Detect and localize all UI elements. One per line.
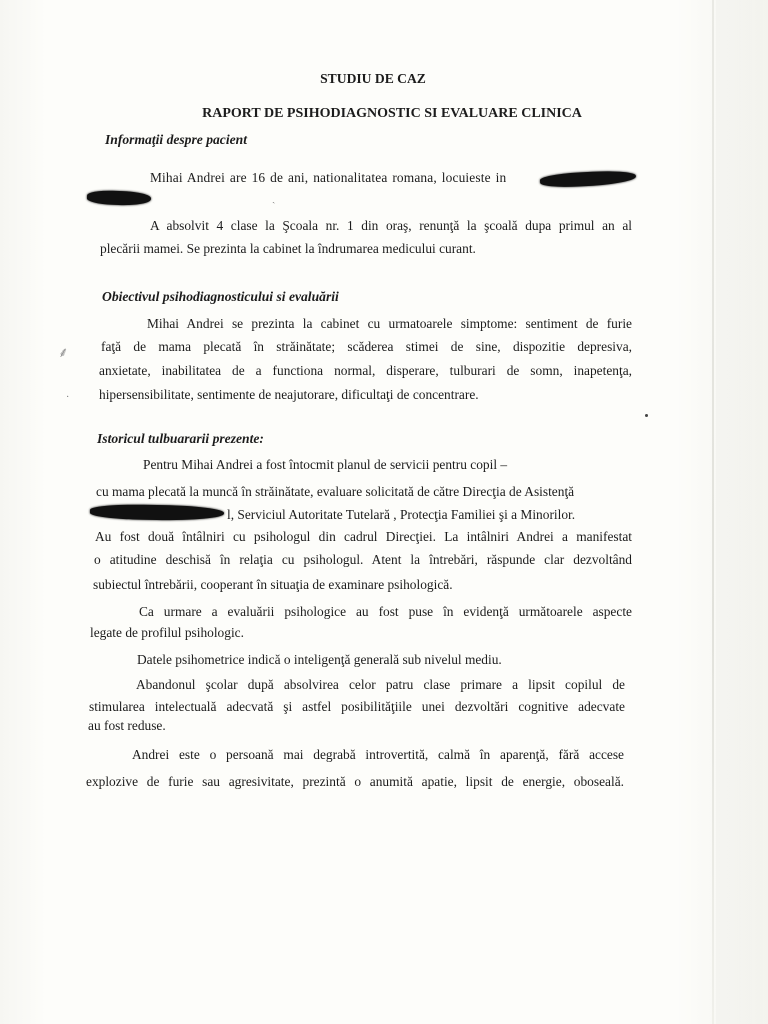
- paragraph-line: Mihai Andrei are 16 de ani, nationalitatea romana, locuieste in: [150, 170, 507, 185]
- section-heading-patient-info: Informaţii despre pacient: [105, 132, 247, 147]
- paragraph-line: Abandonul şcolar după absolvirea celor patru clase primare a lipsit copilul de: [136, 677, 625, 692]
- section-heading-objective: Obiectivul psihodiagnosticului si evaluării: [102, 289, 339, 304]
- paragraph-line: cu mama plecată la muncă în străinătate, evaluare solicitată de către Direcţia de Asistenţă: [96, 484, 575, 499]
- paragraph-line: explozive de furie sau agresivitate, prezintă o anumită apatie, lipsit de energie, oboseală.: [86, 774, 624, 789]
- paragraph-line: l, Serviciul Autoritate Tutelară , Protecţia Familiei şi a Minorilor.: [227, 507, 576, 522]
- paragraph-line: legate de profilul psihologic.: [90, 625, 244, 640]
- paragraph-line: Datele psihometrice indică o inteligenţă generală sub nivelul mediu.: [137, 652, 502, 667]
- paragraph-line: Au fost două întâlniri cu psihologul din cadrul Direcţiei. La intâlniri Andrei a manifestat: [95, 529, 632, 544]
- scan-speck: ·: [66, 392, 70, 403]
- paragraph-line: A absolvit 4 clase la Şcoala nr. 1 din oraş, renunţă la şcoală dupa primul an al: [150, 218, 632, 233]
- paragraph-line: Pentru Mihai Andrei a fost întocmit planul de servicii pentru copil –: [143, 457, 508, 472]
- paragraph-line: subiectul întrebării, cooperant în situaţia de examinare psihologică.: [93, 577, 453, 592]
- paragraph-line: Andrei este o persoană mai degrabă introvertită, calmă în aparenţă, fără accese: [132, 747, 624, 762]
- page-edge-shadow: [716, 0, 768, 1024]
- paragraph-line: plecării mamei. Se prezinta la cabinet la îndrumarea medicului curant.: [100, 241, 476, 256]
- paragraph-line: Mihai Andrei se prezinta la cabinet cu urmatoarele simptome: sentiment de furie: [147, 316, 632, 331]
- paragraph-line: Ca urmare a evaluării psihologice au fost puse în evidenţă următoarele aspecte: [139, 604, 632, 619]
- scan-speck: ⸙: [58, 346, 69, 361]
- scan-speck: ˎ: [272, 193, 276, 204]
- document-title: STUDIU DE CAZ: [320, 71, 426, 86]
- redaction-mark: [87, 190, 151, 206]
- paragraph-line: anxietate, inabilitatea de a functiona normal, disperare, tulburari de somn, inapetenţa,: [99, 363, 632, 378]
- paragraph-line: au fost reduse.: [88, 718, 166, 733]
- document-subtitle: RAPORT DE PSIHODIAGNOSTIC SI EVALUARE CLINICA: [202, 106, 582, 121]
- section-heading-history: Istoricul tulbuararii prezente:: [97, 431, 264, 446]
- paragraph-line: o atitudine deschisă în relaţia cu psihologul. Atent la întrebări, răspunde clar dezvoltând: [94, 552, 632, 567]
- scan-dot: [645, 414, 648, 417]
- paragraph-line: faţă de mama plecată în străinătate; scăderea stimei de sine, dispozitie depresiva,: [101, 339, 632, 354]
- page-fold-line: [712, 0, 714, 1024]
- redaction-mark: [90, 504, 224, 521]
- paragraph-line: hipersensibilitate, sentimente de neajutorare, dificultaţi de concentrare.: [99, 387, 479, 402]
- paragraph-line: stimularea intelectuală adecvată şi astfel posibilităţiile unei dezvoltări cognitive adecvate: [89, 699, 625, 714]
- redaction-mark: [540, 169, 637, 188]
